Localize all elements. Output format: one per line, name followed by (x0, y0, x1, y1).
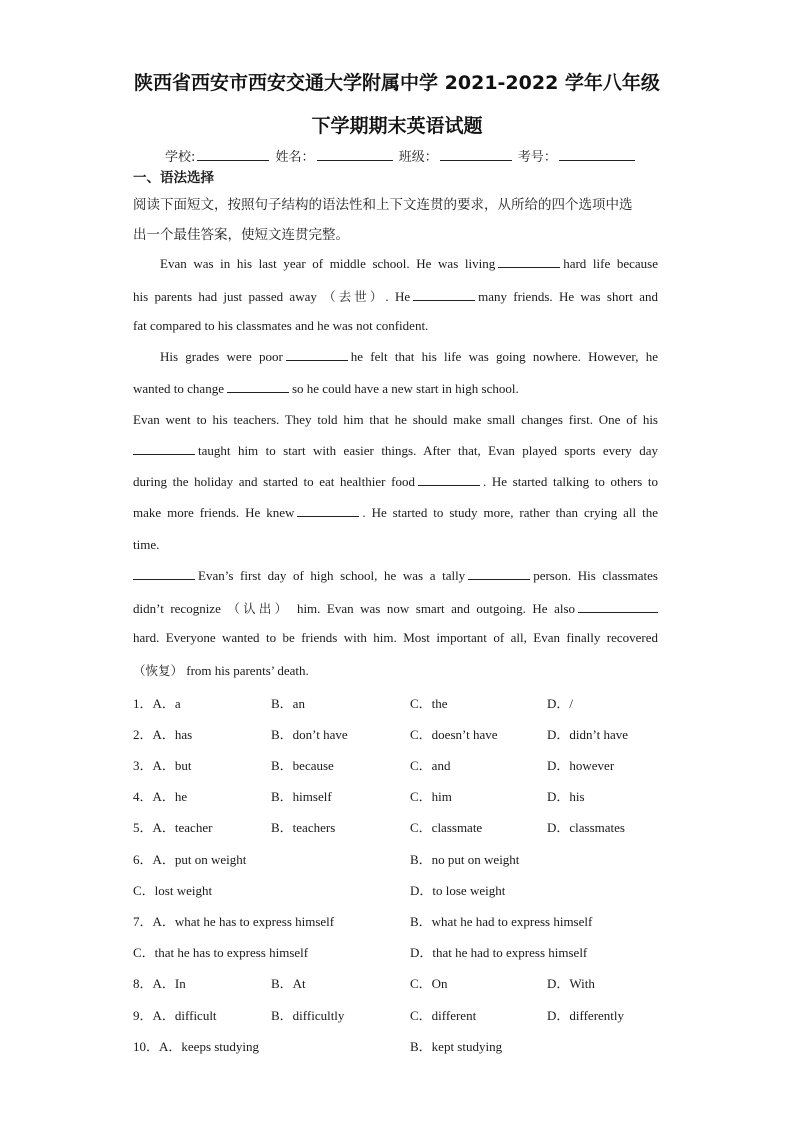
passage-line (133, 661, 658, 679)
passage-line: fat compared to his classmates and he was not confident. (133, 318, 429, 333)
passage-text: his parents had just passed away (133, 289, 317, 304)
answer-blank-7[interactable] (297, 505, 359, 517)
question-option[interactable]: D．With (547, 976, 595, 991)
instruction-line: 出一个最佳答案，使短文连贯完整。 (133, 227, 349, 243)
question-option[interactable]: C．different (410, 1008, 477, 1023)
question-row (133, 849, 663, 869)
class-blank[interactable] (440, 148, 512, 161)
passage-text: make more friends. He knew (133, 505, 295, 520)
passage-line (160, 256, 658, 272)
passage-line (133, 474, 658, 490)
passage-text: Evan was in his last year of middle school. He was living (160, 256, 496, 271)
answer-blank-9[interactable] (468, 568, 530, 580)
passage-text: from his parents’ death. (186, 663, 309, 678)
answer-blank-3[interactable] (286, 349, 348, 361)
passage-line (133, 568, 658, 584)
page-title: 陕西省西安市西安交通大学附属中学 2021-2022 学年八年级 (134, 72, 660, 94)
question-row (133, 942, 663, 962)
question-option[interactable]: D．/ (547, 696, 574, 711)
passage-text: . He started talking to others to (482, 474, 658, 489)
passage-text: taught him to start with easier things. After that, Evan played sports every day (198, 443, 658, 458)
passage-text: so he could have a new start in high school. (291, 381, 519, 396)
gloss-text: （认出） (227, 601, 291, 616)
student-info-row (165, 146, 637, 165)
question-option[interactable]: 10．A．keeps studying (133, 1039, 260, 1054)
question-option[interactable]: C．lost weight (133, 883, 213, 898)
question-option[interactable]: D．that he had to express himself (410, 945, 588, 960)
passage-text: he felt that his life was going nowhere. However, he (350, 349, 659, 364)
question-option[interactable]: C．and (410, 758, 451, 773)
exam-no-label: 考号： (517, 150, 557, 165)
question-option[interactable]: 5．A．teacher (133, 820, 213, 835)
question-row (133, 1005, 663, 1025)
school-blank[interactable] (197, 148, 269, 161)
passage-line (133, 287, 658, 305)
question-row (133, 817, 663, 837)
answer-blank-8[interactable] (133, 568, 195, 580)
class-label: 班级： (398, 150, 438, 165)
question-option[interactable]: D．however (547, 758, 615, 773)
answer-blank-4[interactable] (227, 381, 289, 393)
question-option[interactable]: C．classmate (410, 820, 483, 835)
question-option[interactable]: B．an (271, 696, 305, 711)
passage-line (133, 505, 658, 521)
question-row (133, 973, 663, 993)
question-option[interactable]: C．him (410, 789, 452, 804)
passage-text: . He started to study more, rather than crying all the (362, 505, 658, 520)
name-label: 姓名： (275, 150, 315, 165)
section-title: 一、语法选择 (133, 170, 214, 186)
question-option[interactable]: 3．A．but (133, 758, 192, 773)
page-subtitle: 下学期期末英语试题 (311, 115, 483, 137)
question-option[interactable]: D．didn’t have (547, 727, 628, 742)
question-option[interactable]: B．no put on weight (410, 852, 520, 867)
passage-text: him. Evan was now smart and outgoing. He also (296, 601, 576, 616)
name-blank[interactable] (317, 148, 393, 161)
question-option[interactable]: 2．A．has (133, 727, 193, 742)
passage-text: hard life because (563, 256, 658, 271)
question-row (133, 786, 663, 806)
question-option[interactable]: 6．A．put on weight (133, 852, 247, 867)
passage-text: during the holiday and started to eat healthier food (133, 474, 415, 489)
answer-blank-1[interactable] (498, 256, 560, 268)
school-label: 学校: (165, 150, 196, 165)
passage-line (160, 349, 658, 365)
passage-text: didn’t recognize (133, 601, 221, 616)
question-option[interactable]: B．teachers (271, 820, 336, 835)
passage-text: His grades were poor (160, 349, 283, 364)
answer-blank-6[interactable] (418, 474, 480, 486)
passage-text: Evan’s first day of high school, he was a tally (198, 568, 466, 583)
passage-line: hard. Everyone wanted to be friends with him. Most important of all, Evan finally recovered (133, 630, 658, 645)
question-row (133, 911, 663, 931)
passage-line (133, 443, 658, 459)
question-option[interactable]: D．to lose weight (410, 883, 506, 898)
question-row (133, 693, 663, 713)
question-row (133, 1036, 663, 1056)
answer-blank-5[interactable] (133, 443, 195, 455)
gloss-text: （去世） (323, 289, 386, 304)
question-option[interactable]: C．doesn’t have (410, 727, 498, 742)
question-option[interactable]: 1．A．a (133, 696, 181, 711)
question-option[interactable]: 4．A．he (133, 789, 188, 804)
question-option[interactable]: D．classmates (547, 820, 625, 835)
question-row (133, 724, 663, 744)
passage-line: time. (133, 537, 160, 552)
passage-text: person. His classmates (533, 568, 658, 583)
question-option[interactable]: B．himself (271, 789, 332, 804)
question-option[interactable]: D．differently (547, 1008, 625, 1023)
passage-text: many friends. He was short and (478, 289, 658, 304)
question-option[interactable]: B．don’t have (271, 727, 348, 742)
question-option[interactable]: C．On (410, 976, 448, 991)
question-option[interactable]: B．what he had to express himself (410, 914, 593, 929)
question-option[interactable]: C．that he has to express himself (133, 945, 309, 960)
passage-text: . He (385, 289, 411, 304)
question-option[interactable]: B．At (271, 976, 306, 991)
passage-text: wanted to change (133, 381, 224, 396)
question-row (133, 755, 663, 775)
instruction-line: 阅读下面短文，按照句子结构的语法性和上下文连贯的要求，从所给的四个选项中选 (133, 197, 633, 213)
question-option[interactable]: 8．A．In (133, 976, 186, 991)
gloss-text: （恢复） (133, 663, 184, 678)
passage-line: Evan went to his teachers. They told him that he should make small changes first. One of his (133, 412, 658, 427)
question-option[interactable]: B．difficultly (271, 1008, 345, 1023)
answer-blank-2[interactable] (413, 289, 475, 301)
question-option[interactable]: B．kept studying (410, 1039, 503, 1054)
passage-line (133, 599, 658, 617)
question-option[interactable]: B．because (271, 758, 334, 773)
question-option[interactable]: 7．A．what he has to express himself (133, 914, 335, 929)
answer-blank-10[interactable] (578, 601, 658, 613)
passage-line (133, 381, 658, 397)
question-option[interactable]: C．the (410, 696, 448, 711)
question-option[interactable]: D．his (547, 789, 585, 804)
question-option[interactable]: 9．A．difficult (133, 1008, 217, 1023)
question-row (133, 880, 663, 900)
exam-no-blank[interactable] (559, 148, 635, 161)
